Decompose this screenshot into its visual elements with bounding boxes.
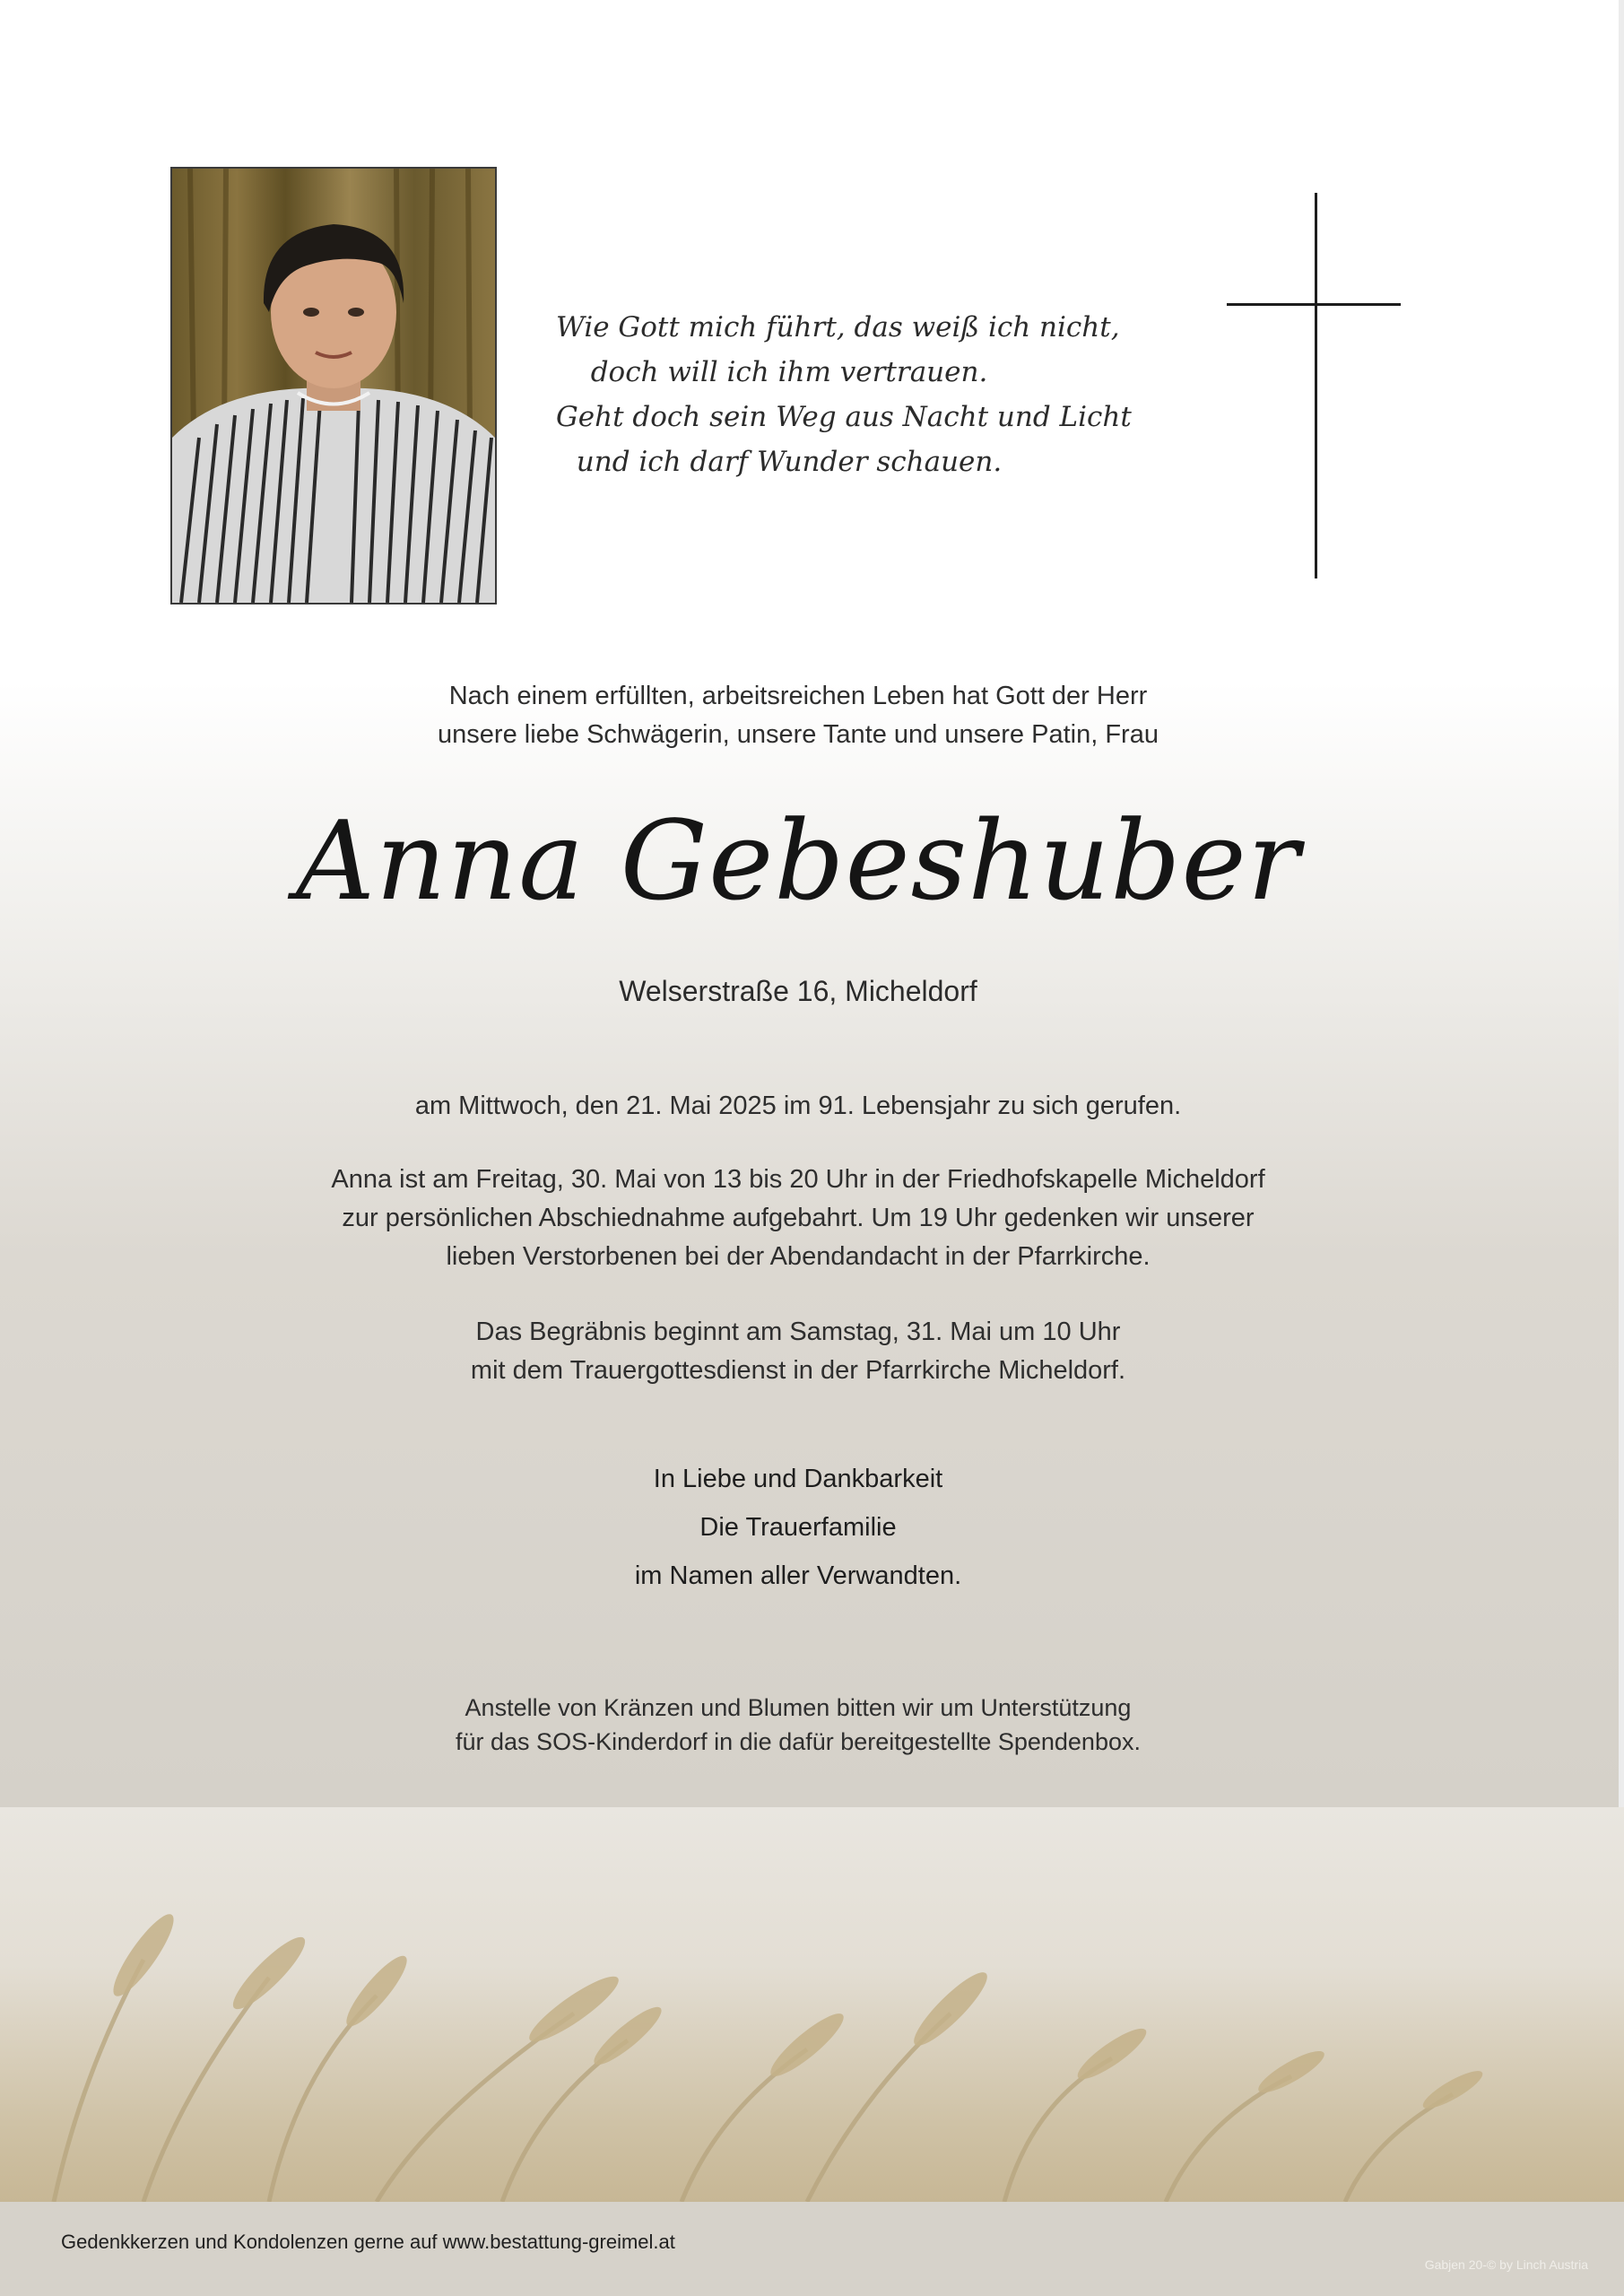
viewing-info — [0, 1161, 1596, 1276]
footer — [0, 2202, 1624, 2296]
verse-line: doch will ich ihm vertrauen. — [590, 356, 988, 388]
intro-line: Nach einem erfüllten, arbeitsreichen Leben hat Gott der Herr — [448, 682, 1148, 710]
deceased-name: Anna Gebeshuber — [295, 797, 1301, 925]
wheat-field-image — [0, 1807, 1624, 2202]
portrait-photo — [170, 167, 497, 604]
verse — [556, 305, 1132, 484]
intro-text — [0, 677, 1596, 754]
address: Welserstraße 16, Micheldorf — [619, 975, 977, 1007]
viewing-line: Anna ist am Freitag, 30. Mai von 13 bis 20 Uhr in der Friedhofskapelle Micheldorf — [331, 1165, 1265, 1194]
intro-line: unsere liebe Schwägerin, unsere Tante und unsere Patin, Frau — [438, 720, 1159, 749]
signoff-line: Die Trauerfamilie — [699, 1513, 897, 1542]
donation-line: Anstelle von Kränzen und Blumen bitten wir um Unterstützung — [465, 1694, 1132, 1721]
burial-info — [0, 1313, 1596, 1390]
signoff — [0, 1455, 1596, 1600]
footer-credit: Gabjen 20-© by Linch Austria — [1424, 2257, 1588, 2272]
donation-request — [0, 1691, 1596, 1759]
viewing-line: zur persönlichen Abschiednahme aufgebahrt. Um 19 Uhr gedenken wir unserer — [342, 1204, 1255, 1232]
signoff-line: In Liebe und Dankbarkeit — [653, 1465, 943, 1493]
donation-line: für das SOS-Kinderdorf in die dafür bereitgestellte Spendenbox. — [456, 1728, 1141, 1755]
date-of-death: am Mittwoch, den 21. Mai 2025 im 91. Lebensjahr zu sich gerufen. — [414, 1091, 1182, 1120]
burial-line: mit dem Trauergottesdienst in der Pfarrkirche Micheldorf. — [470, 1356, 1126, 1385]
burial-line: Das Begräbnis beginnt am Samstag, 31. Mai um 10 Uhr — [475, 1318, 1121, 1346]
verse-line: und ich darf Wunder schauen. — [576, 446, 1003, 478]
footer-condolence-text: Gedenkkerzen und Kondolenzen gerne auf www.bestattung-greimel.at — [61, 2231, 675, 2253]
verse-line: Wie Gott mich führt, das weiß ich nicht, — [556, 311, 1120, 344]
viewing-line: lieben Verstorbenen bei der Abendandacht in der Pfarrkirche. — [446, 1242, 1151, 1271]
signoff-line: im Namen aller Verwandten. — [634, 1561, 962, 1590]
verse-line: Geht doch sein Weg aus Nacht und Licht — [556, 401, 1132, 433]
cross-icon — [1227, 193, 1401, 578]
